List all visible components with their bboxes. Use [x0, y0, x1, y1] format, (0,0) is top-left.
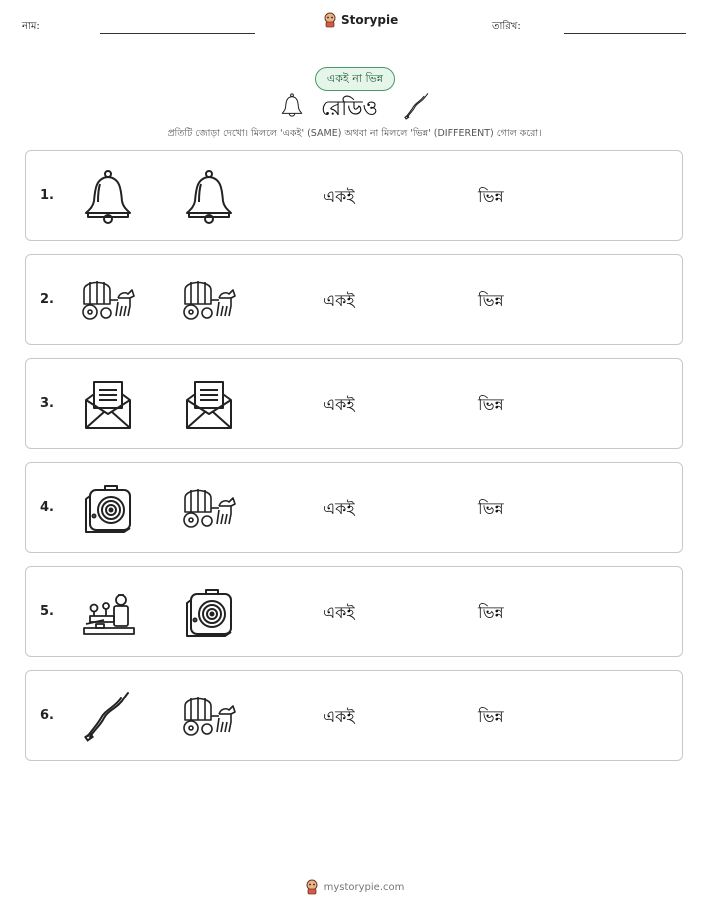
horse-wagon-icon [181, 688, 237, 744]
question-row [25, 254, 683, 345]
question-row [25, 150, 683, 241]
same-option[interactable]: একই [323, 291, 355, 310]
left-picture [80, 480, 136, 536]
question-number: 2. [40, 292, 54, 307]
question-number: 5. [40, 604, 54, 619]
question-row [25, 566, 683, 657]
right-picture [181, 584, 237, 640]
worksheet-title: রেডিও [321, 96, 378, 120]
different-option[interactable]: ভিন্ন [478, 187, 504, 206]
footer [0, 879, 709, 895]
question-row [25, 462, 683, 553]
left-picture [80, 168, 136, 224]
telegraph-icon [80, 584, 136, 640]
left-picture [80, 376, 136, 432]
right-picture [181, 272, 237, 328]
name-label: নাম: [22, 21, 40, 32]
right-picture [181, 168, 237, 224]
date-label: তারিখ: [492, 21, 521, 32]
left-picture [80, 272, 136, 328]
cable-icon [80, 688, 136, 744]
horse-wagon-icon [80, 272, 136, 328]
right-picture [181, 480, 237, 536]
worksheet-badge: একই না ভিন্ন [315, 67, 395, 91]
speaker-icon [181, 584, 237, 640]
left-picture [80, 584, 136, 640]
left-picture [80, 688, 136, 744]
question-row [25, 358, 683, 449]
same-option[interactable]: একই [323, 603, 355, 622]
different-option[interactable]: ভিন্ন [478, 603, 504, 622]
storypie-mascot-icon [305, 879, 319, 895]
different-option[interactable]: ভিন্ন [478, 395, 504, 414]
horse-wagon-icon [181, 480, 237, 536]
same-option[interactable]: একই [323, 707, 355, 726]
right-picture [181, 688, 237, 744]
question-number: 3. [40, 396, 54, 411]
brand-logo [323, 12, 398, 28]
same-option[interactable]: একই [323, 499, 355, 518]
question-number: 6. [40, 708, 54, 723]
different-option[interactable]: ভিন্ন [478, 291, 504, 310]
same-option[interactable]: একই [323, 395, 355, 414]
footer-site[interactable]: mystorypie.com [323, 881, 405, 893]
right-picture [181, 376, 237, 432]
storypie-mascot-icon [323, 12, 337, 28]
same-option[interactable]: একই [323, 187, 355, 206]
speaker-icon [80, 480, 136, 536]
name-line[interactable] [100, 33, 255, 34]
bell-icon [80, 168, 136, 224]
bell-icon [279, 90, 305, 120]
bell-icon [181, 168, 237, 224]
brand-name: Storypie [341, 13, 399, 27]
horse-wagon-icon [181, 272, 237, 328]
question-row [25, 670, 683, 761]
envelope-icon [181, 376, 237, 432]
date-line[interactable] [564, 33, 686, 34]
title-row [0, 90, 709, 122]
instruction-text: প্রতিটি জোড়া দেখো। মিললে 'একই' (SAME) অথবা না মিললে 'ভিন্ন' (DIFFERENT) গোল করো। [167, 128, 542, 139]
different-option[interactable]: ভিন্ন [478, 707, 504, 726]
cable-icon [402, 90, 432, 122]
different-option[interactable]: ভিন্ন [478, 499, 504, 518]
question-number: 4. [40, 500, 54, 515]
envelope-icon [80, 376, 136, 432]
question-number: 1. [40, 188, 54, 203]
